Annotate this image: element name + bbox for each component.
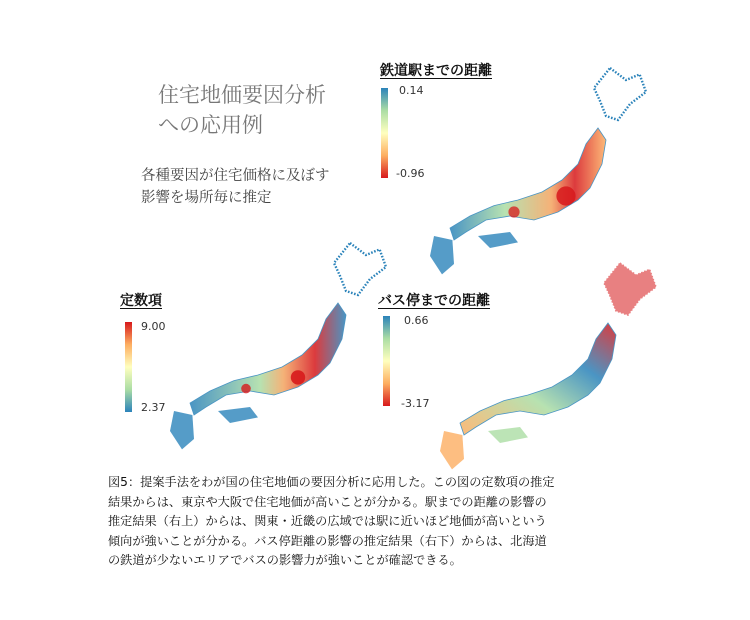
station-map-kyushu [430, 236, 454, 274]
figure-subtitle-line2: 影響を場所毎に推定 [141, 190, 272, 206]
caption-line4: 傾向が強いことが分かる。バス停距離の影響の推定結果（右下）からは、北海道 [108, 533, 547, 548]
station-map-shikoku [478, 232, 518, 248]
figure-title-line1: 住宅地価要因分析 [158, 83, 326, 107]
station-map [430, 68, 646, 274]
station-panel-title: 鉄道駅までの距離 [380, 63, 492, 79]
constant-map [170, 243, 386, 449]
caption-line1: 図5：提案手法をわが国の住宅地価の要因分析に応用した。この図の定数項の推定 [108, 475, 555, 489]
bus-map [440, 263, 656, 469]
figure-subtitle-line1: 各種要因が住宅価格に及ぼす [141, 168, 330, 184]
caption-line3: 推定結果（右上）からは、関東・近畿の広域では駅に近いほど地価が高いという [108, 514, 547, 528]
caption-line5: の鉄道が少ないエリアでバスの影響力が強いことが確認できる。 [108, 553, 462, 567]
station-colorbar-min: -0.96 [396, 167, 425, 180]
bus-colorbar-max: 0.66 [404, 314, 429, 327]
constant-colorbar-min: 2.37 [141, 401, 166, 414]
constant-panel-title: 定数項 [120, 293, 162, 309]
bus-map-kyushu [440, 431, 464, 469]
constant-map-shikoku [218, 407, 258, 423]
constant-map-kyushu [170, 411, 194, 449]
station-colorbar-max: 0.14 [399, 84, 424, 97]
bus-panel-title: バス停までの距離 [378, 293, 490, 309]
caption-line2: 結果からは、東京や大阪で住宅地価が高いことが分かる。駅までの距離の影響の [108, 494, 547, 509]
figure-caption [108, 473, 648, 571]
station-map-honshu [450, 128, 606, 240]
bus-colorbar-min: -3.17 [401, 397, 430, 410]
constant-colorbar-max: 9.00 [141, 320, 166, 333]
figure-title-line2: への応用例 [158, 113, 263, 137]
constant-map-hokkaido [334, 243, 386, 295]
constant-map-honshu [190, 303, 346, 415]
bus-map-shikoku [488, 427, 528, 443]
station-map-hokkaido [594, 68, 646, 120]
bus-map-honshu [460, 323, 616, 435]
bus-map-hokkaido [604, 263, 656, 315]
